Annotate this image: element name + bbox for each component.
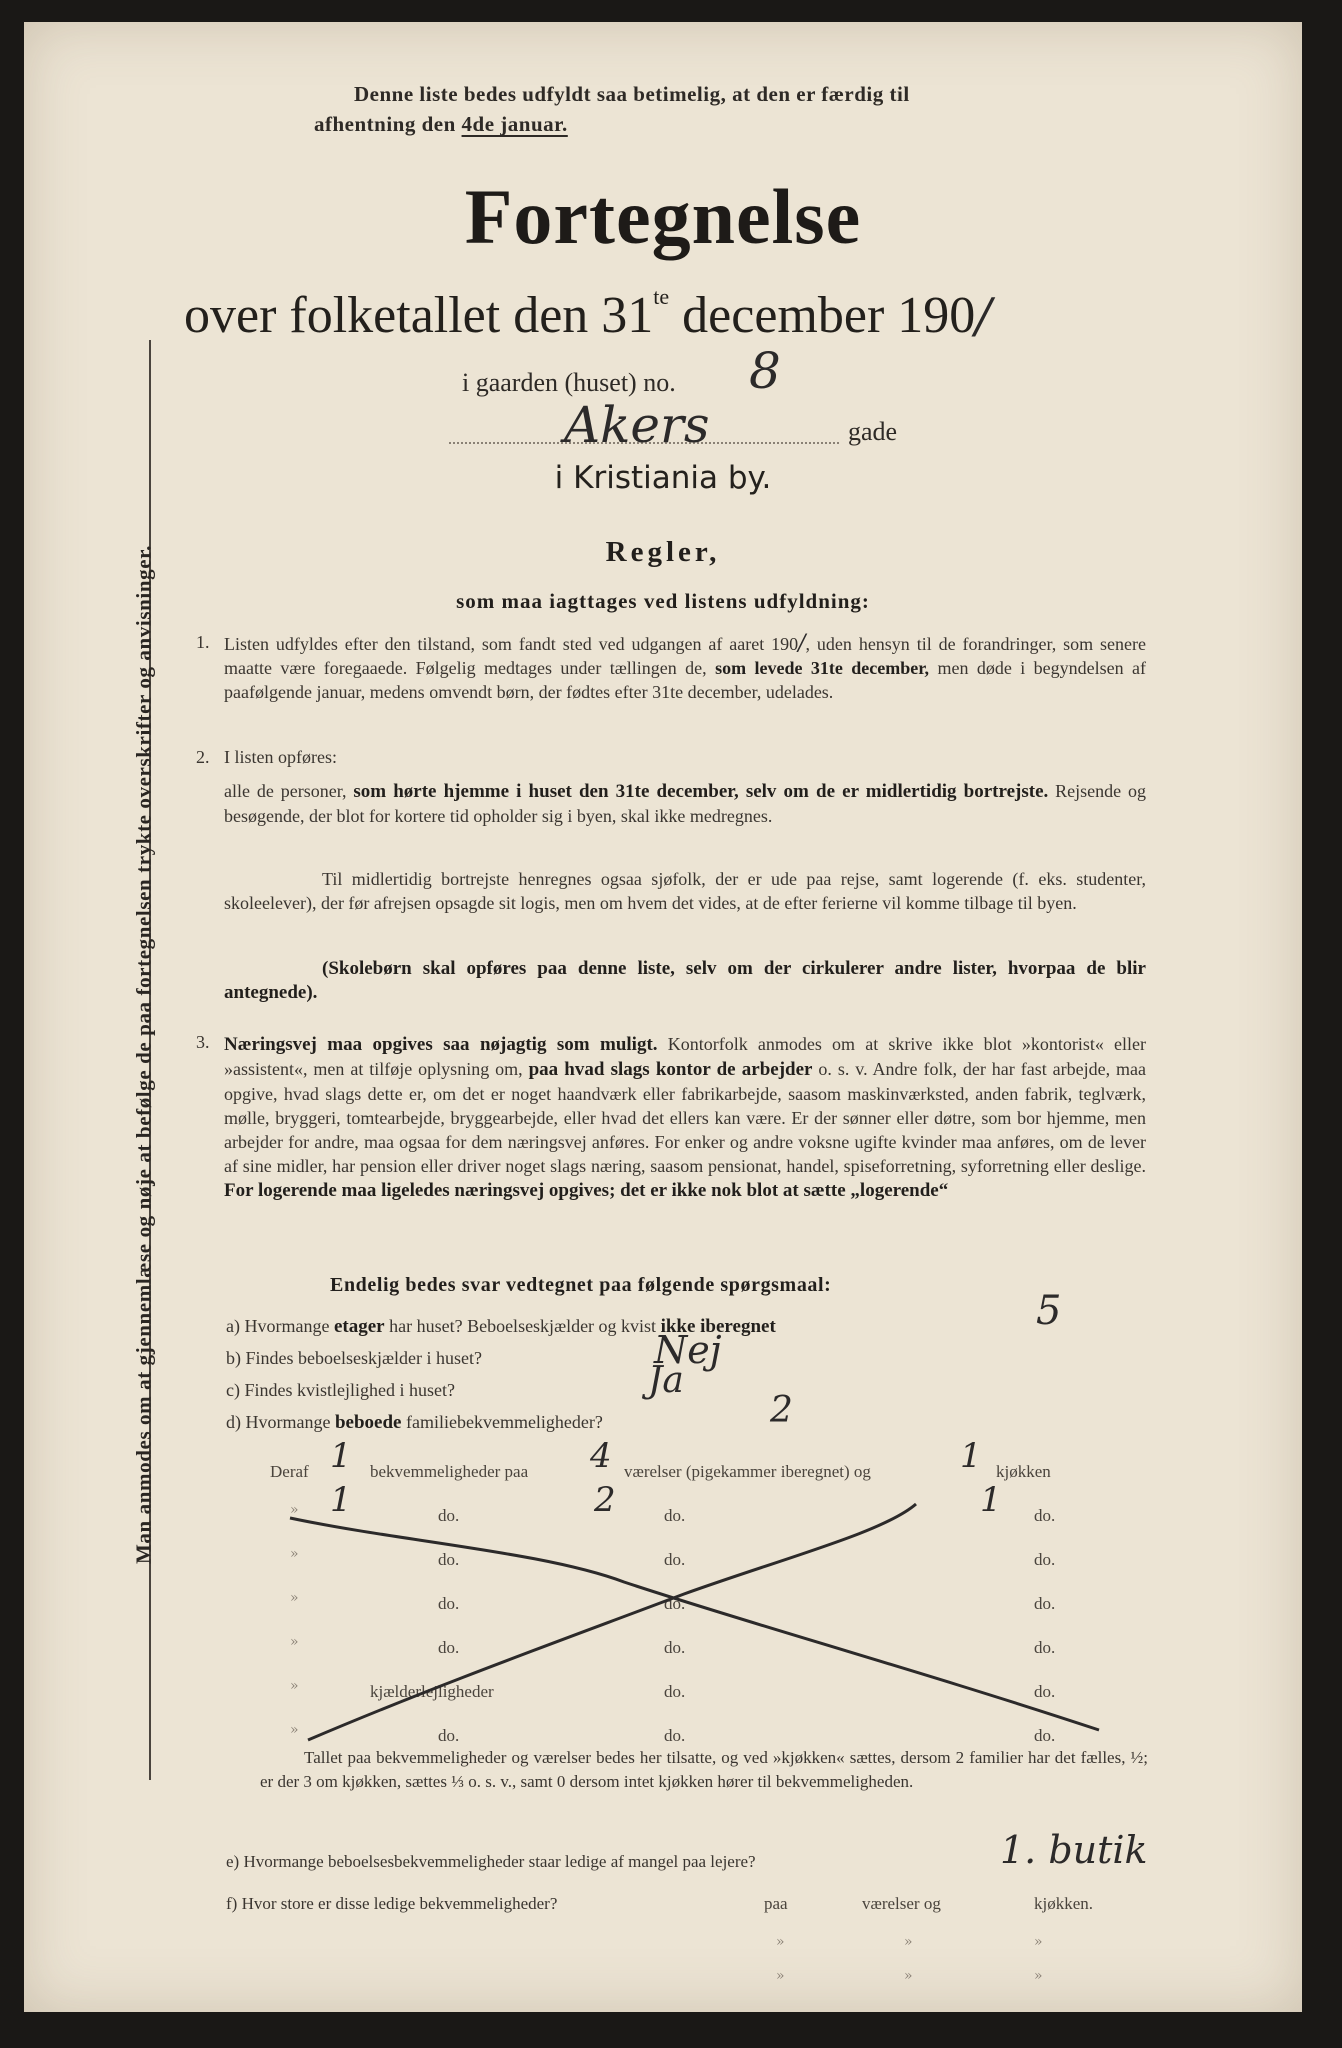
question-a-label: a) [226, 1316, 240, 1336]
table-vaerelser-label: værelser (pigekammer iberegnet) og [624, 1462, 871, 1481]
row1-rooms: 4 [590, 1436, 612, 1476]
subtitle-date: over folketallet den 31 [184, 287, 654, 344]
f-row2-marker: » [776, 1934, 785, 1950]
row2-rooms: 2 [594, 1480, 616, 1520]
question-f-text: Hvor store er disse ledige bekvemmeligheder? [241, 1894, 558, 1913]
row4-do-3: do. [1034, 1594, 1056, 1613]
question-e [226, 1852, 756, 1872]
f-row2-marker-2: » [904, 1934, 913, 1950]
answer-c-attic: Ja [648, 1360, 684, 1401]
question-a-emphasis: etager [333, 1316, 385, 1337]
rule-3-part-a: Kontorfolk anmodes om at skrive ikke blot »kontorist« eller »assistent«, men at tilføje oplysning om, [224, 1034, 1146, 1079]
handwritten-house-number: 8 [749, 342, 781, 400]
rule-2-intro: I listen opføres: [224, 747, 337, 767]
row7-marker: » [290, 1722, 299, 1738]
row2-dwellings: 1 [330, 1480, 352, 1520]
city-line: i Kristiania by. [554, 460, 772, 496]
row5-marker: » [290, 1634, 299, 1650]
row4-do-2: do. [664, 1594, 686, 1613]
row1-kitchens: 1 [960, 1436, 982, 1476]
table-note: Tallet paa bekvemmeligheder og værelser bedes her tilsatte, og ved »kjøkken« sættes, dersom 2 familier har det fælles, ½; er der 3 om kjøkken, sættes ⅓ o. s. v., samt 0 dersom intet kjøkken hører til bekvemmeligheden. [260, 1748, 1148, 1791]
question-c-label: c) [226, 1380, 240, 1400]
census-form-page [24, 22, 1302, 2012]
row7-do-3: do. [1034, 1726, 1056, 1745]
row6-kjaelder: kjælderlejligheder [370, 1682, 494, 1701]
question-f-paa: paa [764, 1894, 788, 1913]
row2-do-3: do. [1034, 1506, 1056, 1525]
row3-marker: » [290, 1546, 299, 1562]
notice-pickup-date: 4de januar. [461, 112, 568, 136]
question-d-text-2: familiebekvemmeligheder? [405, 1412, 603, 1432]
f-row3-marker-3: » [1034, 1968, 1043, 1984]
row2-do-1: do. [438, 1506, 460, 1525]
gaard-label: i gaarden (huset) no. [462, 368, 676, 397]
street-label: gade [848, 417, 898, 446]
answer-b-basement: Nej [654, 1328, 722, 1372]
rule-3-number: 3. [196, 1032, 210, 1052]
questions-heading: Endelig bedes svar vedtegnet paa følgende spørgsmaal: [330, 1274, 832, 1296]
question-d-label: d) [226, 1412, 241, 1432]
row6-do-3: do. [1034, 1682, 1056, 1701]
question-a-text: Hvormange [244, 1316, 330, 1336]
row2-do-2: do. [664, 1506, 686, 1525]
handwritten-year-digit: / [975, 288, 992, 344]
rule-1-part-a: Listen udfyldes efter den tilstand, som fandt sted ved udgangen af aaret 190 [224, 634, 799, 654]
question-a-text-2: har huset? Beboelseskjælder og kvist [389, 1316, 657, 1336]
f-row2-marker-3: » [1034, 1934, 1043, 1950]
row3-do-2: do. [664, 1550, 686, 1569]
row2-marker: » [290, 1502, 299, 1518]
rule-1-part-c: men døde i begyndelsen af paafølgende januar, medens omvendt børn, der fødtes efter 31te december, udelades. [224, 658, 1147, 702]
table-kjokken-label: kjøkken [996, 1462, 1051, 1481]
row2-kitchens: 1 [980, 1480, 1002, 1520]
rules-subheading: som maa iagttages ved listens udfyldning: [456, 589, 870, 613]
row4-marker: » [290, 1590, 299, 1606]
question-d-emphasis: beboede [334, 1412, 402, 1433]
answer-a-floors: 5 [1036, 1288, 1062, 1334]
rule-2-part-a: alle de personer, [224, 781, 347, 801]
question-d-text: Hvormange [245, 1412, 331, 1432]
answer-e-vacant: 1. butik [1000, 1828, 1148, 1872]
question-f [226, 1894, 557, 1914]
rule-1-emphasis: som levede 31te december, [715, 658, 930, 678]
rule-2-paragraph-3: (Skolebørn skal opføres paa denne liste, selv om der cirkulerer andre lister, hvorpaa de blir antegnede). [224, 958, 1146, 1003]
row5-do-2: do. [664, 1638, 686, 1657]
row4-do-1: do. [438, 1594, 460, 1613]
notice-line-1: Denne liste bedes udfyldt saa betimelig, at den er færdig til [354, 82, 910, 106]
rule-3-emphasis-2: paa hvad slags kontor de arbejder [528, 1059, 813, 1080]
rule-2-number: 2. [196, 747, 210, 767]
rule-2-part-b: Rejsende og besøgende, der blot for kortere tid opholder sig i byen, skal ikke medregnes. [224, 781, 1147, 826]
handwritten-street-name: Akers [564, 396, 710, 454]
row6-marker: » [290, 1678, 299, 1694]
question-a-emphasis-2: ikke iberegnet [660, 1316, 776, 1337]
question-f-label: f) [226, 1894, 238, 1913]
row7-do-1: do. [438, 1726, 460, 1745]
question-b-text: Findes beboelseskjælder i huset? [245, 1348, 482, 1368]
f-row3-marker: » [776, 1968, 785, 1984]
rule-1-number: 1. [196, 632, 210, 652]
question-f-kjokken: kjøkken. [1034, 1894, 1094, 1913]
row7-do-2: do. [664, 1726, 686, 1745]
question-f-vaerelser: værelser og [862, 1894, 941, 1913]
row5-do-3: do. [1034, 1638, 1056, 1657]
table-bekv-label: bekvemmeligheder paa [370, 1462, 529, 1481]
handwritten-cross-out [24, 22, 1302, 2012]
row3-do-3: do. [1034, 1550, 1056, 1569]
margin-instruction: Man anmodes om at gjennemlæse og nøje at befølge de paa fortegnelsen trykte overskrifter og anvisninger. [131, 545, 156, 1564]
cross-out-stroke-2 [308, 1504, 916, 1740]
rule-3-part-b: o. s. v. Andre folk, der har fast arbejde, maa opgive, hvad slags dette er, om det er noget haandværk eller fabrikarbejde, saasom maskinværksted, anden fabrik, teglværk, mølle, bryggeri, tomtearbejde, bryggearbejde, eller hvad det ellers kan være. Er der sønner eller døtre, som bor hjemme, men arbejder for andre, maa ogsaa for dem næringsvej anføres. For enker og andre voksne ugifte kvinder maa anføres, om de lever af sine midler, har pension eller driver noget slags næring, saasom pensionat, handel, spiseforretning, syforretning eller deslige. [224, 1059, 1147, 1176]
row6-do-2: do. [664, 1682, 686, 1701]
rule-3-emphasis-1: Næringsvej maa opgives saa nøjagtig som muligt. [224, 1034, 658, 1055]
rule-3-emphasis-3: For logerende maa ligeledes næringsvej opgives; det er ikke nok blot at sætte „logerende“ [224, 1180, 949, 1201]
row3-do-1: do. [438, 1550, 460, 1569]
question-b-label: b) [226, 1348, 241, 1368]
rules-heading: Regler, [605, 536, 721, 568]
rule-1-part-b: , uden hensyn til de forandringer, som senere maatte være foregaaede. Følgelig medtages under tællingen de, [224, 634, 1146, 678]
subtitle-year: december 190 [682, 287, 976, 344]
answer-d-dwellings: 2 [770, 1390, 793, 1431]
f-row3-marker-2: » [904, 1968, 913, 1984]
question-e-label: e) [226, 1852, 240, 1871]
rule-2-emphasis: som hørte hjemme i huset den 31te december, selv om de er midlertidig bortrejste. [353, 781, 1049, 802]
rule-2-paragraph-2: Til midlertidig bortrejste henregnes ogsaa sjøfolk, der er ude paa rejse, samt logerende (f. eks. studenter, skoleelever), der før afrejsen opsagde sit logis, men om hvem det vides, at de efter ferierne vil komme tilbage til byen. [224, 869, 1146, 913]
row5-do-1: do. [438, 1638, 460, 1657]
question-c-text: Findes kvistlejlighed i huset? [244, 1380, 455, 1400]
handwritten-year-digit-rule-1: / [798, 631, 806, 656]
table-deraf-label: Deraf [270, 1462, 309, 1481]
subtitle-superscript: te [653, 284, 670, 309]
row1-dwellings: 1 [330, 1436, 352, 1476]
question-e-text: Hvormange beboelsesbekvemmeligheder staar ledige af mangel paa lejere? [243, 1852, 756, 1871]
form-title: Fortegnelse [464, 173, 862, 260]
notice-pickup-label: afhentning den [314, 112, 456, 136]
